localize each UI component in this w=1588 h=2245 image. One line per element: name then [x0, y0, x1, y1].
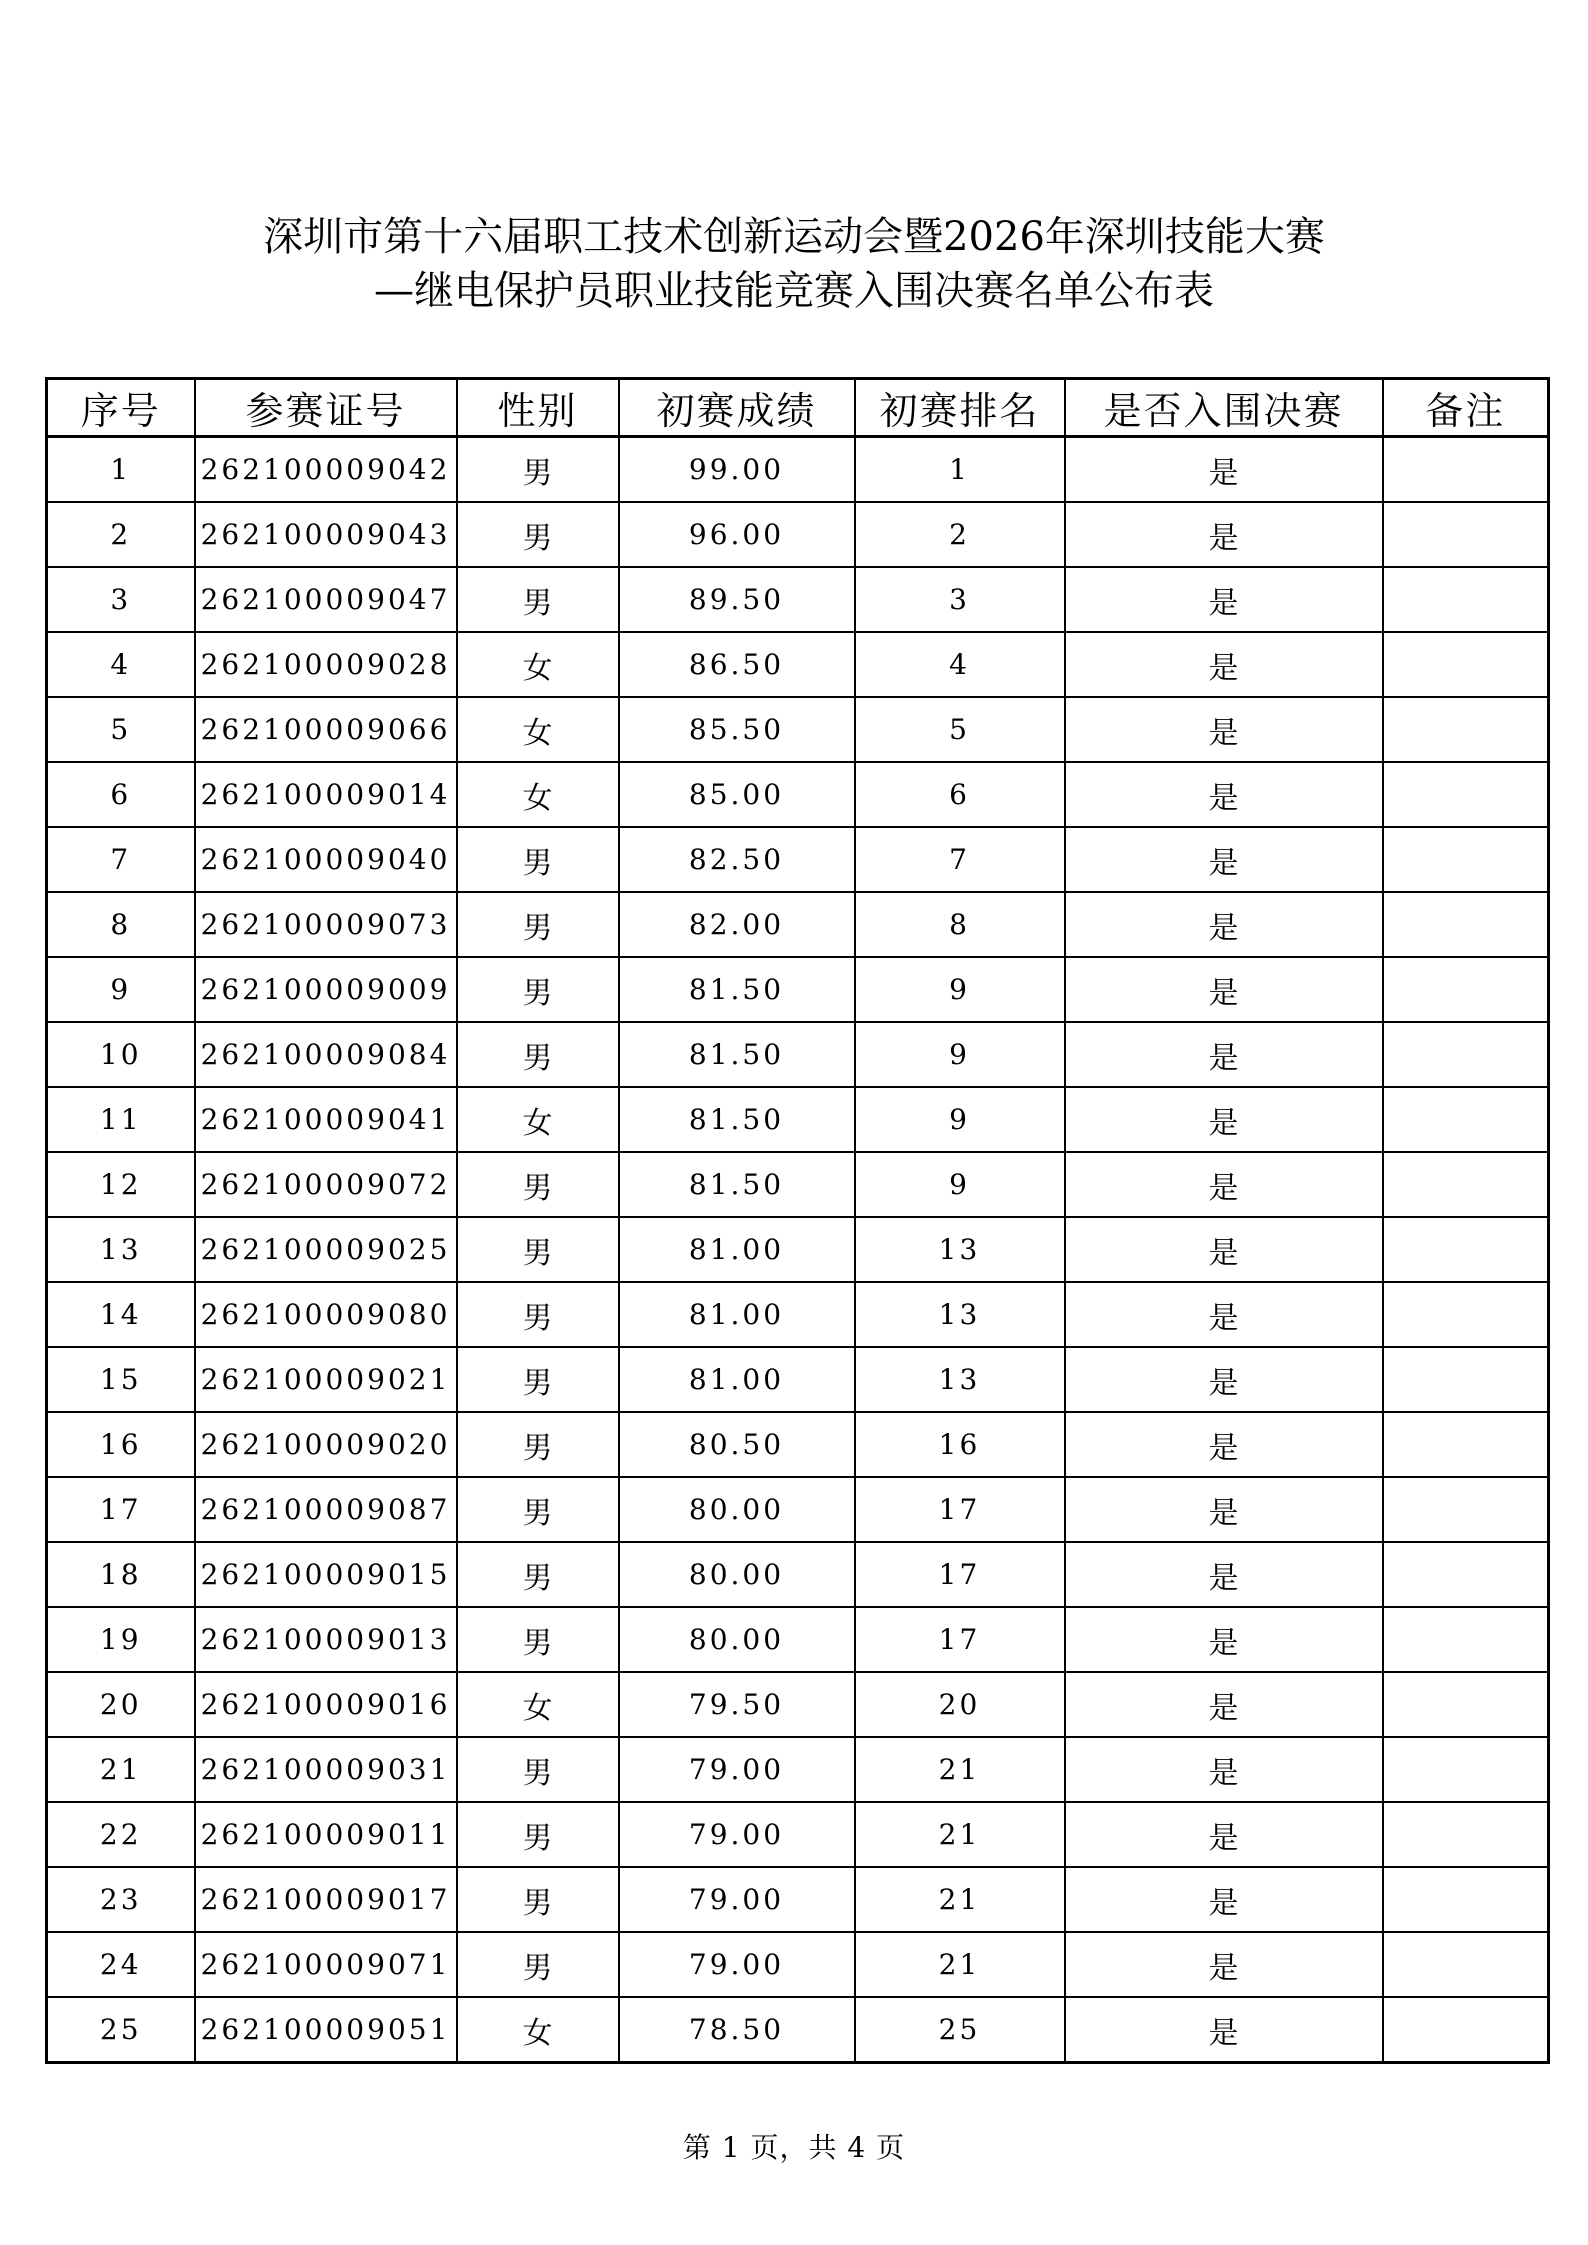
remarks-cell [1383, 1282, 1549, 1347]
preliminary-rank-cell: 13 [855, 1347, 1065, 1412]
page-number: 第 1 页，共 4 页 [682, 2131, 906, 2164]
preliminary-score-cell: 79.00 [619, 1737, 855, 1802]
preliminary-score-cell: 80.00 [619, 1542, 855, 1607]
preliminary-rank-cell: 17 [855, 1542, 1065, 1607]
remarks-cell [1383, 1542, 1549, 1607]
table-row [47, 1282, 1549, 1347]
row-index-cell: 22 [47, 1802, 195, 1867]
gender-cell: 男 [457, 567, 619, 632]
table-row [47, 502, 1549, 567]
row-index-cell: 4 [47, 632, 195, 697]
entry-number-cell: 262100009072 [195, 1152, 457, 1217]
preliminary-score-cell: 80.00 [619, 1607, 855, 1672]
preliminary-score-cell: 89.50 [619, 567, 855, 632]
header-index: 序号 [47, 379, 195, 437]
finalist-status-cell: 是 [1065, 502, 1383, 567]
preliminary-score-cell: 82.50 [619, 827, 855, 892]
entry-number-cell: 262100009066 [195, 697, 457, 762]
preliminary-score-cell: 85.00 [619, 762, 855, 827]
finalist-status-cell: 是 [1065, 1347, 1383, 1412]
preliminary-score-cell: 81.50 [619, 1152, 855, 1217]
gender-cell: 男 [457, 1347, 619, 1412]
entry-number-cell: 262100009013 [195, 1607, 457, 1672]
table-row [47, 1997, 1549, 2063]
gender-cell: 女 [457, 1997, 619, 2063]
preliminary-rank-cell: 3 [855, 567, 1065, 632]
preliminary-score-cell: 79.00 [619, 1867, 855, 1932]
table-row [47, 957, 1549, 1022]
gender-cell: 女 [457, 762, 619, 827]
entry-number-cell: 262100009009 [195, 957, 457, 1022]
entry-number-cell: 262100009021 [195, 1347, 457, 1412]
preliminary-score-cell: 79.00 [619, 1932, 855, 1997]
preliminary-score-cell: 85.50 [619, 697, 855, 762]
preliminary-rank-cell: 25 [855, 1997, 1065, 2063]
table-row [47, 1737, 1549, 1802]
preliminary-score-cell: 79.50 [619, 1672, 855, 1737]
entry-number-cell: 262100009016 [195, 1672, 457, 1737]
row-index-cell: 19 [47, 1607, 195, 1672]
table-row [47, 1412, 1549, 1477]
entry-number-cell: 262100009041 [195, 1087, 457, 1152]
row-index-cell: 12 [47, 1152, 195, 1217]
finalist-status-cell: 是 [1065, 1607, 1383, 1672]
table-row [47, 1217, 1549, 1282]
gender-cell: 男 [457, 827, 619, 892]
remarks-cell [1383, 632, 1549, 697]
finalist-status-cell: 是 [1065, 697, 1383, 762]
table-row [47, 1347, 1549, 1412]
table-row [47, 827, 1549, 892]
gender-cell: 男 [457, 1932, 619, 1997]
entry-number-cell: 262100009015 [195, 1542, 457, 1607]
preliminary-rank-cell: 6 [855, 762, 1065, 827]
finalist-status-cell: 是 [1065, 1672, 1383, 1737]
preliminary-rank-cell: 9 [855, 1022, 1065, 1087]
preliminary-score-cell: 99.00 [619, 437, 855, 503]
remarks-cell [1383, 1997, 1549, 2063]
preliminary-score-cell: 78.50 [619, 1997, 855, 2063]
preliminary-score-cell: 81.50 [619, 957, 855, 1022]
row-index-cell: 5 [47, 697, 195, 762]
entry-number-cell: 262100009084 [195, 1022, 457, 1087]
finalist-status-cell: 是 [1065, 1282, 1383, 1347]
preliminary-score-cell: 86.50 [619, 632, 855, 697]
gender-cell: 男 [457, 1022, 619, 1087]
remarks-cell [1383, 1087, 1549, 1152]
preliminary-rank-cell: 5 [855, 697, 1065, 762]
preliminary-score-cell: 80.50 [619, 1412, 855, 1477]
row-index-cell: 8 [47, 892, 195, 957]
row-index-cell: 18 [47, 1542, 195, 1607]
header-gender: 性别 [457, 379, 619, 437]
row-index-cell: 13 [47, 1217, 195, 1282]
preliminary-score-cell: 81.00 [619, 1217, 855, 1282]
gender-cell: 男 [457, 1282, 619, 1347]
finalist-status-cell: 是 [1065, 1867, 1383, 1932]
finalist-status-cell: 是 [1065, 1022, 1383, 1087]
row-index-cell: 9 [47, 957, 195, 1022]
header-entry-number: 参赛证号 [195, 379, 457, 437]
remarks-cell [1383, 1477, 1549, 1542]
finalist-status-cell: 是 [1065, 762, 1383, 827]
finalist-status-cell: 是 [1065, 1087, 1383, 1152]
finalist-status-cell: 是 [1065, 1412, 1383, 1477]
gender-cell: 女 [457, 632, 619, 697]
finalist-status-cell: 是 [1065, 827, 1383, 892]
remarks-cell [1383, 957, 1549, 1022]
row-index-cell: 23 [47, 1867, 195, 1932]
entry-number-cell: 262100009080 [195, 1282, 457, 1347]
entry-number-cell: 262100009014 [195, 762, 457, 827]
finalist-status-cell: 是 [1065, 1802, 1383, 1867]
row-index-cell: 20 [47, 1672, 195, 1737]
gender-cell: 男 [457, 1542, 619, 1607]
remarks-cell [1383, 762, 1549, 827]
gender-cell: 男 [457, 1412, 619, 1477]
preliminary-rank-cell: 21 [855, 1932, 1065, 1997]
preliminary-rank-cell: 2 [855, 502, 1065, 567]
gender-cell: 女 [457, 697, 619, 762]
row-index-cell: 24 [47, 1932, 195, 1997]
row-index-cell: 17 [47, 1477, 195, 1542]
table-row [47, 1152, 1549, 1217]
entry-number-cell: 262100009071 [195, 1932, 457, 1997]
table-row [47, 892, 1549, 957]
header-finalist: 是否入围决赛 [1065, 379, 1383, 437]
table-header-row [47, 379, 1549, 437]
gender-cell: 男 [457, 502, 619, 567]
table-row [47, 1932, 1549, 1997]
table-row [47, 1022, 1549, 1087]
gender-cell: 女 [457, 1087, 619, 1152]
gender-cell: 男 [457, 1607, 619, 1672]
entry-number-cell: 262100009028 [195, 632, 457, 697]
table-row [47, 1087, 1549, 1152]
preliminary-rank-cell: 7 [855, 827, 1065, 892]
remarks-cell [1383, 697, 1549, 762]
row-index-cell: 11 [47, 1087, 195, 1152]
table-row [47, 1607, 1549, 1672]
header-preliminary-rank: 初赛排名 [855, 379, 1065, 437]
row-index-cell: 6 [47, 762, 195, 827]
header-preliminary-score: 初赛成绩 [619, 379, 855, 437]
finalist-table [45, 377, 1550, 2064]
remarks-cell [1383, 1737, 1549, 1802]
table-row [47, 567, 1549, 632]
table-row [47, 1672, 1549, 1737]
entry-number-cell: 262100009087 [195, 1477, 457, 1542]
row-index-cell: 10 [47, 1022, 195, 1087]
finalist-status-cell: 是 [1065, 1152, 1383, 1217]
gender-cell: 男 [457, 1737, 619, 1802]
preliminary-score-cell: 96.00 [619, 502, 855, 567]
gender-cell: 男 [457, 1152, 619, 1217]
row-index-cell: 3 [47, 567, 195, 632]
preliminary-score-cell: 81.50 [619, 1022, 855, 1087]
row-index-cell: 15 [47, 1347, 195, 1412]
table-row [47, 1542, 1549, 1607]
gender-cell: 女 [457, 1672, 619, 1737]
entry-number-cell: 262100009042 [195, 437, 457, 503]
entry-number-cell: 262100009051 [195, 1997, 457, 2063]
row-index-cell: 25 [47, 1997, 195, 2063]
remarks-cell [1383, 892, 1549, 957]
finalist-status-cell: 是 [1065, 632, 1383, 697]
gender-cell: 男 [457, 437, 619, 503]
preliminary-rank-cell: 21 [855, 1737, 1065, 1802]
gender-cell: 男 [457, 892, 619, 957]
preliminary-score-cell: 81.00 [619, 1347, 855, 1412]
remarks-cell [1383, 1347, 1549, 1412]
preliminary-rank-cell: 1 [855, 437, 1065, 503]
preliminary-score-cell: 79.00 [619, 1802, 855, 1867]
row-index-cell: 1 [47, 437, 195, 503]
preliminary-rank-cell: 4 [855, 632, 1065, 697]
row-index-cell: 7 [47, 827, 195, 892]
finalist-status-cell: 是 [1065, 1997, 1383, 2063]
preliminary-score-cell: 80.00 [619, 1477, 855, 1542]
entry-number-cell: 262100009031 [195, 1737, 457, 1802]
remarks-cell [1383, 1932, 1549, 1997]
table-row [47, 632, 1549, 697]
finalist-status-cell: 是 [1065, 1477, 1383, 1542]
finalist-status-cell: 是 [1065, 1932, 1383, 1997]
preliminary-rank-cell: 9 [855, 1087, 1065, 1152]
entry-number-cell: 262100009017 [195, 1867, 457, 1932]
remarks-cell [1383, 1672, 1549, 1737]
finalist-status-cell: 是 [1065, 437, 1383, 503]
remarks-cell [1383, 567, 1549, 632]
remarks-cell [1383, 827, 1549, 892]
preliminary-rank-cell: 21 [855, 1802, 1065, 1867]
gender-cell: 男 [457, 1867, 619, 1932]
finalist-status-cell: 是 [1065, 1542, 1383, 1607]
gender-cell: 男 [457, 1802, 619, 1867]
remarks-cell [1383, 502, 1549, 567]
remarks-cell [1383, 1412, 1549, 1477]
table-row [47, 762, 1549, 827]
finalist-status-cell: 是 [1065, 957, 1383, 1022]
preliminary-score-cell: 81.50 [619, 1087, 855, 1152]
remarks-cell [1383, 1607, 1549, 1672]
preliminary-rank-cell: 13 [855, 1282, 1065, 1347]
preliminary-rank-cell: 16 [855, 1412, 1065, 1477]
gender-cell: 男 [457, 1217, 619, 1282]
table-row [47, 697, 1549, 762]
table-row [47, 1867, 1549, 1932]
remarks-cell [1383, 1217, 1549, 1282]
table-row [47, 437, 1549, 503]
preliminary-rank-cell: 8 [855, 892, 1065, 957]
entry-number-cell: 262100009040 [195, 827, 457, 892]
table-row [47, 1802, 1549, 1867]
gender-cell: 男 [457, 1477, 619, 1542]
preliminary-score-cell: 82.00 [619, 892, 855, 957]
row-index-cell: 2 [47, 502, 195, 567]
entry-number-cell: 262100009047 [195, 567, 457, 632]
table-body [47, 437, 1549, 2063]
preliminary-score-cell: 81.00 [619, 1282, 855, 1347]
row-index-cell: 16 [47, 1412, 195, 1477]
entry-number-cell: 262100009043 [195, 502, 457, 567]
preliminary-rank-cell: 17 [855, 1607, 1065, 1672]
preliminary-rank-cell: 17 [855, 1477, 1065, 1542]
remarks-cell [1383, 1022, 1549, 1087]
remarks-cell [1383, 1867, 1549, 1932]
finalist-status-cell: 是 [1065, 1737, 1383, 1802]
remarks-cell [1383, 1152, 1549, 1217]
preliminary-rank-cell: 13 [855, 1217, 1065, 1282]
preliminary-rank-cell: 20 [855, 1672, 1065, 1737]
preliminary-rank-cell: 21 [855, 1867, 1065, 1932]
remarks-cell [1383, 437, 1549, 503]
finalist-status-cell: 是 [1065, 567, 1383, 632]
preliminary-rank-cell: 9 [855, 1152, 1065, 1217]
entry-number-cell: 262100009025 [195, 1217, 457, 1282]
row-index-cell: 21 [47, 1737, 195, 1802]
remarks-cell [1383, 1802, 1549, 1867]
entry-number-cell: 262100009073 [195, 892, 457, 957]
document-title-line-1: 深圳市第十六届职工技术创新运动会暨2026年深圳技能大赛 [263, 214, 1325, 260]
preliminary-rank-cell: 9 [855, 957, 1065, 1022]
document-title-line-2: —继电保护员职业技能竞赛入围决赛名单公布表 [374, 268, 1214, 314]
table-row [47, 1477, 1549, 1542]
gender-cell: 男 [457, 957, 619, 1022]
finalist-status-cell: 是 [1065, 1217, 1383, 1282]
entry-number-cell: 262100009011 [195, 1802, 457, 1867]
entry-number-cell: 262100009020 [195, 1412, 457, 1477]
row-index-cell: 14 [47, 1282, 195, 1347]
header-remarks: 备注 [1383, 379, 1549, 437]
finalist-status-cell: 是 [1065, 892, 1383, 957]
